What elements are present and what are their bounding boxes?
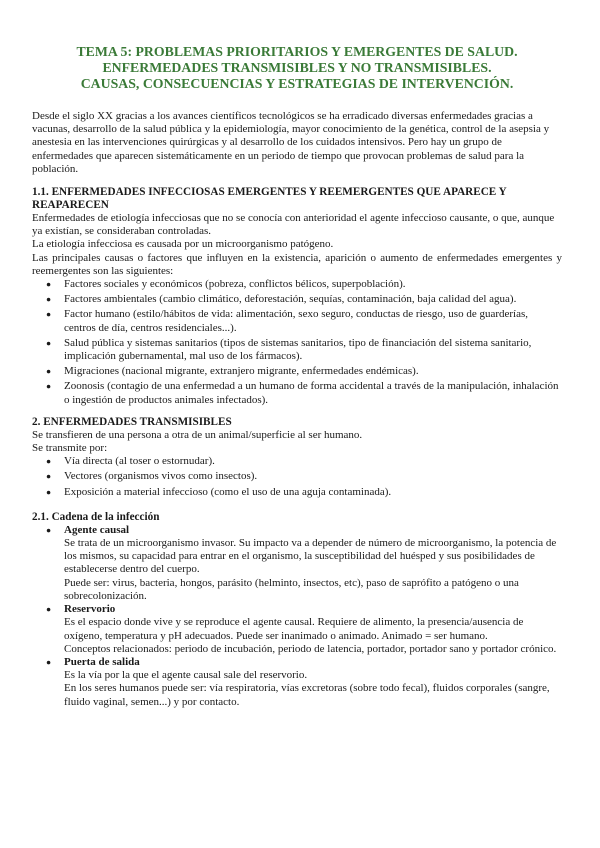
agente-causal-item [64,524,562,603]
reservorio-title: ● Reservorio [64,603,116,616]
puerta-salida-paragraph-1: Es la vía por la que el agente causal sale del reservorio. [64,669,308,682]
document-title [32,44,562,92]
puerta-salida-paragraph-2: En los seres humanos puede ser: vía respiratoria, vías excretoras (sobre todo fecal), fluidos corporales (sangre, fluido vaginal, semen...) y por contacto. [64,682,550,708]
agente-causal-paragraph-2: Puede ser: virus, bacteria, hongos, parásito (helminto, insectos, etc), paso de saprófito a patógeno o una sobrecolonización. [64,576,519,602]
puerta-salida-title: ● Puerta de salida [64,655,140,668]
section-1-1-heading: 1.1. ENFERMEDADES INFECCIOSAS EMERGENTES Y REEMERGENTES QUE APARECE Y REAPARECEN [32,186,507,212]
intro-paragraph: Desde el siglo XX gracias a los avances científicos tecnológicos se ha erradicado diversas enfermedades gracias a vacunas, desarrollo de la salud pública y la epidemiología, mayor conocimiento de la genética, control de la asepsia y anestesia en las intervenciones quirúrgicas y al desarrollo de los cuidados intensivos. Pero hay un grupo de enfermedades que aparecen sistemáticamente en un periodo de tiempo que provocan problemas de salud para la población. [32,110,550,175]
list-item: ● Factor humano (estilo/hábitos de vida: alimentación, sexo seguro, conductas de riesgo, uso de guarderías, centros de día, centros residenciales...). [64,308,562,334]
section-2-1-heading: 2.1. Cadena de la infección [32,510,160,523]
section-1-1-paragraph-2: La etiología infecciosa es causada por un microorganismo patógeno. [32,238,334,251]
list-item: ● Factores sociales y económicos (pobreza, conflictos bélicos, superpoblación). [64,278,562,291]
agente-causal-title: ● Agente causal [64,523,130,536]
list-item: ● Salud pública y sistemas sanitarios (tipos de sistemas sanitarios, tipo de financiación del sistema sanitario, implicación gubernamental, mal uso de los fármacos). [64,337,562,363]
list-item: ● Vectores (organismos vivos como insectos). [64,470,562,483]
section-2 [32,416,562,499]
title-line-1: TEMA 5: PROBLEMAS PRIORITARIOS Y EMERGENTES DE SALUD. [76,44,518,59]
section-2-heading: 2. ENFERMEDADES TRANSMISIBLES [32,415,232,428]
reservorio-item [64,603,562,656]
transmission-list [32,455,562,499]
list-item: ● Factores ambientales (cambio climático, deforestación, sequías, contaminación, baja calidad del agua). [64,293,562,306]
list-item: ● Migraciones (nacional migrante, extranjero migrante, enfermedades endémicas). [64,365,562,378]
section-1-1-paragraph-3: Las principales causas o factores que influyen en la existencia, aparición o aumento de enfermedades emergentes y reemergentes son las siguientes: [32,251,562,277]
list-item: ● Zoonosis (contagio de una enfermedad a un humano de forma accidental a través de la manipulación, inhalación o ingestión de productos animales infectados). [64,380,562,406]
section-2-paragraph-2: Se transmite por: [32,442,108,455]
puerta-salida-item [64,656,562,709]
reservorio-paragraph-1: Es el espacio donde vive y se reproduce el agente causal. Requiere de alimento, la presencia/ausencia de oxígeno, temperatura y pH adecuados. Puede ser inanimado o animado. Animado = ser humano. [64,616,524,642]
section-2-1 [32,511,562,709]
factors-list [32,278,562,407]
list-item: ● Exposición a material infeccioso (como el uso de una aguja contaminada). [64,486,562,499]
section-2-paragraph-1: Se transfieren de una persona a otra de un animal/superficie al ser humano. [32,428,363,441]
agente-causal-paragraph-1: Se trata de un microorganismo invasor. Su impacto va a depender de número de microorganismo, la potencia de los mismos, su capacidad para entrar en el organismo, la susceptibilidad del huésped y sus posibilidades de establecerse dentro del cuerpo. [64,537,557,576]
title-line-3: CAUSAS, CONSECUENCIAS Y ESTRATEGIAS DE INTERVENCIÓN. [80,76,514,91]
infection-chain-list [32,524,562,709]
reservorio-paragraph-2: Conceptos relacionados: periodo de incubación, periodo de latencia, portador, portador sano y portador crónico. [64,642,557,655]
section-1-1 [32,186,562,407]
list-item: ● Vía directa (al toser o estornudar). [64,455,562,468]
title-line-2: ENFERMEDADES TRANSMISIBLES Y NO TRANSMISIBLES. [102,60,492,75]
section-1-1-paragraph-1: Enfermedades de etiología infecciosas que no se conocía con anterioridad el agente infeccioso causante, o que, aunque ya existían, se consideraban controladas. [32,212,555,238]
